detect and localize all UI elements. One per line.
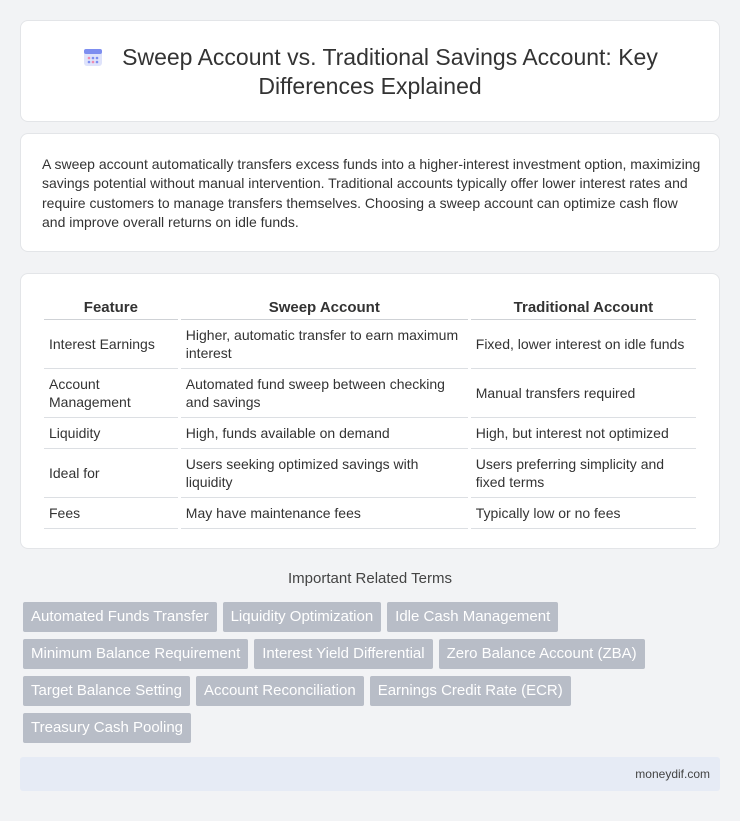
table-cell: Typically low or no fees [471,498,696,529]
table-cell: Fees [44,498,178,529]
table-cell: Fixed, lower interest on idle funds [471,320,696,369]
table-cell: High, funds available on demand [181,418,468,449]
tag-zero-balance-account[interactable]: Zero Balance Account (ZBA) [439,639,645,669]
comparison-card [20,273,720,549]
tag-interest-yield-differential[interactable]: Interest Yield Differential [254,639,432,669]
tag-liquidity-optimization[interactable]: Liquidity Optimization [223,602,382,632]
tag-automated-funds-transfer[interactable]: Automated Funds Transfer [23,602,217,632]
calendar-icon [82,46,104,68]
related-terms-tags [23,602,703,750]
table-row [44,498,696,529]
tag-idle-cash-management[interactable]: Idle Cash Management [387,602,558,632]
table-row [44,320,696,369]
table-cell: Ideal for [44,449,178,498]
table-row [44,369,696,418]
title-card [20,20,720,122]
tag-account-reconciliation[interactable]: Account Reconciliation [196,676,364,706]
related-terms-title: Important Related Terms [288,570,452,587]
table-cell: High, but interest not optimized [471,418,696,449]
header-traditional-account: Traditional Account [471,294,696,320]
intro-paragraph: A sweep account automatically transfers excess funds into a higher-interest investment option, maximizing savings potential without manual intervention. Traditional accounts typically offer lower interest rates and require customers to manage transfers themselves. Choosing a sweep account can optimize cash flow and improve overall returns on idle funds. [42,156,701,230]
table-cell: Automated fund sweep between checking and savings [181,369,468,418]
footer-site-link[interactable]: moneydif.com [635,767,710,781]
intro-card [20,133,720,252]
comparison-table [41,294,699,529]
tag-target-balance-setting[interactable]: Target Balance Setting [23,676,190,706]
table-row [44,418,696,449]
page-title-wrap [21,43,719,101]
table-cell: May have maintenance fees [181,498,468,529]
header-feature: Feature [44,294,178,320]
table-cell: Higher, automatic transfer to earn maximum interest [181,320,468,369]
tag-minimum-balance-requirement[interactable]: Minimum Balance Requirement [23,639,248,669]
table-row [44,449,696,498]
tag-treasury-cash-pooling[interactable]: Treasury Cash Pooling [23,713,191,743]
footer [20,757,720,791]
table-cell: Interest Earnings [44,320,178,369]
table-cell: Users preferring simplicity and fixed terms [471,449,696,498]
table-cell: Users seeking optimized savings with liquidity [181,449,468,498]
table-cell: Manual transfers required [471,369,696,418]
table-header-row [44,294,696,320]
header-sweep-account: Sweep Account [181,294,468,320]
page-title: Sweep Account vs. Traditional Savings Account: Key Differences Explained [122,44,658,99]
tag-earnings-credit-rate[interactable]: Earnings Credit Rate (ECR) [370,676,571,706]
table-cell: Liquidity [44,418,178,449]
table-cell: Account Management [44,369,178,418]
